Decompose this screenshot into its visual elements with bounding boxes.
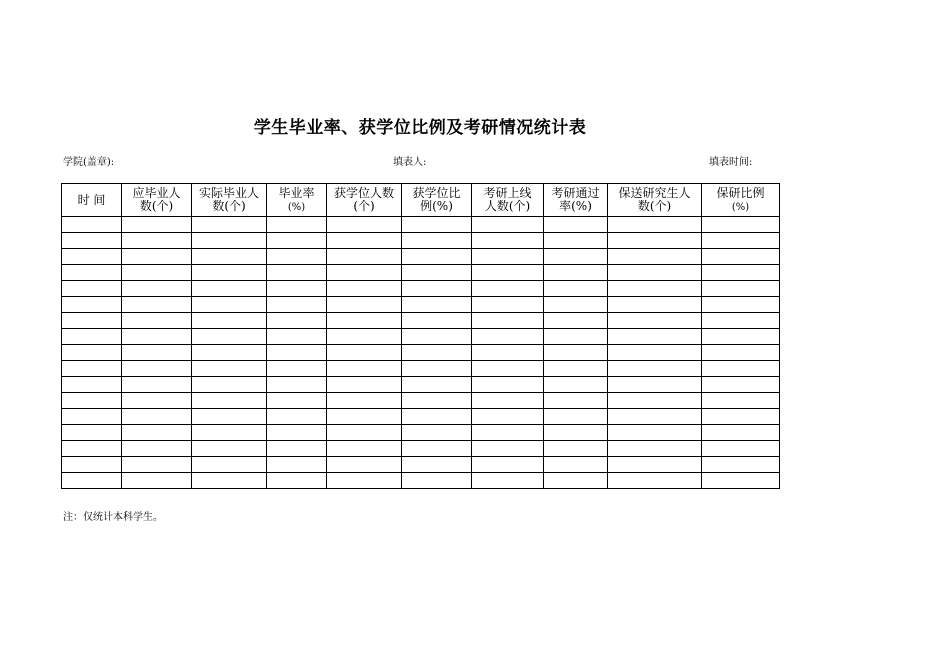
table-cell[interactable]: [327, 361, 402, 377]
header-postgrad-pass-rate: 考研通过 率(%): [544, 184, 608, 217]
table-cell[interactable]: [702, 345, 780, 361]
table-cell[interactable]: [192, 265, 267, 281]
table-cell[interactable]: [327, 409, 402, 425]
table-cell[interactable]: [267, 217, 327, 233]
table-cell[interactable]: [402, 393, 472, 409]
table-cell[interactable]: [544, 233, 608, 249]
table-cell[interactable]: [544, 281, 608, 297]
table-cell[interactable]: [472, 409, 544, 425]
table-cell[interactable]: [267, 329, 327, 345]
header-expected-graduates: 应毕业人 数(个): [122, 184, 192, 217]
table-cell[interactable]: [544, 361, 608, 377]
table-cell[interactable]: [327, 265, 402, 281]
table-cell[interactable]: [267, 473, 327, 489]
table-cell[interactable]: [192, 393, 267, 409]
table-row: [62, 441, 780, 457]
table-cell[interactable]: [327, 281, 402, 297]
table-row: [62, 329, 780, 345]
table-cell[interactable]: [192, 249, 267, 265]
table-cell[interactable]: [267, 441, 327, 457]
table-cell[interactable]: [702, 217, 780, 233]
table-cell[interactable]: [192, 345, 267, 361]
table-cell[interactable]: [402, 377, 472, 393]
table-cell[interactable]: [472, 329, 544, 345]
table-cell[interactable]: [267, 425, 327, 441]
table-cell[interactable]: [62, 297, 122, 313]
table-cell[interactable]: [472, 265, 544, 281]
table-cell[interactable]: [702, 233, 780, 249]
table-cell[interactable]: [702, 409, 780, 425]
table-cell[interactable]: [544, 329, 608, 345]
table-cell[interactable]: [544, 425, 608, 441]
table-cell[interactable]: [327, 329, 402, 345]
table-cell[interactable]: [702, 329, 780, 345]
table-cell[interactable]: [608, 233, 702, 249]
table-cell[interactable]: [62, 249, 122, 265]
table-cell[interactable]: [544, 265, 608, 281]
table-cell[interactable]: [702, 425, 780, 441]
table-cell[interactable]: [327, 377, 402, 393]
table-row: [62, 233, 780, 249]
table-cell[interactable]: [402, 441, 472, 457]
table-cell[interactable]: [472, 393, 544, 409]
table-row: [62, 313, 780, 329]
table-cell[interactable]: [62, 393, 122, 409]
table-row: [62, 217, 780, 233]
table-cell[interactable]: [62, 361, 122, 377]
table-cell[interactable]: [122, 265, 192, 281]
table-cell[interactable]: [544, 473, 608, 489]
table-cell[interactable]: [62, 409, 122, 425]
table-cell[interactable]: [402, 457, 472, 473]
table-cell[interactable]: [544, 457, 608, 473]
table-cell[interactable]: [327, 345, 402, 361]
table-cell[interactable]: [702, 441, 780, 457]
header-row: [62, 184, 780, 217]
table-cell[interactable]: [327, 249, 402, 265]
table-row: [62, 393, 780, 409]
table-cell[interactable]: [267, 249, 327, 265]
table-cell[interactable]: [472, 377, 544, 393]
header-recommended-count: 保送研究生人 数(个): [608, 184, 702, 217]
table-cell[interactable]: [472, 297, 544, 313]
table-cell[interactable]: [702, 393, 780, 409]
table-cell[interactable]: [472, 313, 544, 329]
table-cell[interactable]: [192, 297, 267, 313]
table-cell[interactable]: [122, 233, 192, 249]
table-cell[interactable]: [62, 441, 122, 457]
header-degree-ratio: 获学位比 例(%): [402, 184, 472, 217]
table-cell[interactable]: [472, 425, 544, 441]
header-time: 时 间: [62, 184, 122, 217]
table-cell[interactable]: [402, 425, 472, 441]
table-cell[interactable]: [544, 377, 608, 393]
table-cell[interactable]: [702, 313, 780, 329]
table-cell[interactable]: [267, 409, 327, 425]
page-title: 学生毕业率、获学位比例及考研情况统计表: [253, 118, 587, 138]
table-cell[interactable]: [608, 457, 702, 473]
table-row: [62, 425, 780, 441]
table-cell[interactable]: [472, 473, 544, 489]
table-cell[interactable]: [267, 265, 327, 281]
table-cell[interactable]: [608, 217, 702, 233]
table-cell[interactable]: [472, 361, 544, 377]
table-cell[interactable]: [544, 249, 608, 265]
table-cell[interactable]: [327, 473, 402, 489]
table-cell[interactable]: [62, 473, 122, 489]
table-cell[interactable]: [62, 217, 122, 233]
table-cell[interactable]: [472, 233, 544, 249]
table-cell[interactable]: [402, 473, 472, 489]
table-cell[interactable]: [608, 281, 702, 297]
table-cell[interactable]: [122, 297, 192, 313]
table-cell[interactable]: [327, 313, 402, 329]
table-cell[interactable]: [267, 377, 327, 393]
table-row: [62, 345, 780, 361]
table-cell[interactable]: [192, 313, 267, 329]
table-cell[interactable]: [608, 329, 702, 345]
table-cell[interactable]: [472, 441, 544, 457]
table-cell[interactable]: [608, 377, 702, 393]
table-cell[interactable]: [327, 233, 402, 249]
table-cell[interactable]: [608, 265, 702, 281]
table-cell[interactable]: [608, 361, 702, 377]
table-cell[interactable]: [702, 457, 780, 473]
table-cell[interactable]: [472, 457, 544, 473]
table-cell[interactable]: [402, 249, 472, 265]
table-cell[interactable]: [702, 377, 780, 393]
table-cell[interactable]: [702, 281, 780, 297]
table-row: [62, 249, 780, 265]
table-cell[interactable]: [192, 457, 267, 473]
table-cell[interactable]: [402, 345, 472, 361]
table-cell[interactable]: [192, 377, 267, 393]
table-cell[interactable]: [472, 217, 544, 233]
table-row: [62, 281, 780, 297]
table-cell[interactable]: [267, 361, 327, 377]
table-cell[interactable]: [472, 249, 544, 265]
table-cell[interactable]: [608, 425, 702, 441]
footnote: 注：仅统计本科学生。: [63, 512, 163, 523]
table-cell[interactable]: [267, 281, 327, 297]
table-cell[interactable]: [192, 409, 267, 425]
table-cell[interactable]: [702, 297, 780, 313]
table-cell[interactable]: [608, 297, 702, 313]
header-graduation-rate: 毕业率 (%): [267, 184, 327, 217]
table-cell[interactable]: [608, 473, 702, 489]
table-cell[interactable]: [192, 217, 267, 233]
table-cell[interactable]: [192, 233, 267, 249]
table-body: [62, 217, 780, 489]
table-cell[interactable]: [62, 265, 122, 281]
table-cell[interactable]: [122, 329, 192, 345]
table-cell[interactable]: [402, 297, 472, 313]
table-cell[interactable]: [122, 425, 192, 441]
table-cell[interactable]: [62, 313, 122, 329]
table-cell[interactable]: [402, 361, 472, 377]
table-cell[interactable]: [62, 457, 122, 473]
table-row: [62, 457, 780, 473]
table-cell[interactable]: [267, 457, 327, 473]
table-cell[interactable]: [192, 473, 267, 489]
table-cell[interactable]: [402, 265, 472, 281]
table-row: [62, 377, 780, 393]
table-cell[interactable]: [122, 361, 192, 377]
table-cell[interactable]: [62, 233, 122, 249]
table-cell[interactable]: [544, 441, 608, 457]
table-cell[interactable]: [608, 409, 702, 425]
table-cell[interactable]: [402, 409, 472, 425]
table-cell[interactable]: [62, 281, 122, 297]
header-degree-count: 获学位人数 (个): [327, 184, 402, 217]
filler-label: 填表人:: [393, 157, 427, 168]
table-row: [62, 265, 780, 281]
table-cell[interactable]: [472, 345, 544, 361]
table-cell[interactable]: [327, 425, 402, 441]
table-cell[interactable]: [472, 281, 544, 297]
table-cell[interactable]: [702, 473, 780, 489]
table-cell[interactable]: [608, 345, 702, 361]
table-cell[interactable]: [62, 377, 122, 393]
table-cell[interactable]: [122, 249, 192, 265]
table-cell[interactable]: [122, 409, 192, 425]
header-recommended-ratio: 保研比例 (%): [702, 184, 780, 217]
table-cell[interactable]: [327, 217, 402, 233]
table-cell[interactable]: [122, 217, 192, 233]
table-row: [62, 473, 780, 489]
table-cell[interactable]: [122, 281, 192, 297]
table-cell[interactable]: [192, 329, 267, 345]
header-postgrad-pass-count: 考研上线 人数(个): [472, 184, 544, 217]
table-cell[interactable]: [122, 473, 192, 489]
table-cell[interactable]: [267, 345, 327, 361]
table-cell[interactable]: [267, 313, 327, 329]
table-cell[interactable]: [122, 377, 192, 393]
table-cell[interactable]: [122, 393, 192, 409]
table-cell[interactable]: [122, 441, 192, 457]
fill-time-label: 填表时间:: [709, 157, 753, 168]
table-cell[interactable]: [608, 313, 702, 329]
table-cell[interactable]: [544, 345, 608, 361]
table-cell[interactable]: [702, 249, 780, 265]
table-cell[interactable]: [402, 233, 472, 249]
table-cell[interactable]: [608, 393, 702, 409]
table-cell[interactable]: [122, 313, 192, 329]
table-row: [62, 409, 780, 425]
statistics-table: [61, 183, 780, 489]
table-cell[interactable]: [544, 313, 608, 329]
table-cell[interactable]: [122, 457, 192, 473]
table-cell[interactable]: [544, 409, 608, 425]
table-cell[interactable]: [702, 265, 780, 281]
table-cell[interactable]: [544, 217, 608, 233]
table-cell[interactable]: [62, 425, 122, 441]
table-cell[interactable]: [608, 249, 702, 265]
table-cell[interactable]: [192, 441, 267, 457]
table-cell[interactable]: [402, 313, 472, 329]
table-cell[interactable]: [402, 329, 472, 345]
table-cell[interactable]: [608, 441, 702, 457]
college-seal-label: 学院(盖章):: [63, 157, 115, 168]
table-cell[interactable]: [192, 281, 267, 297]
table-cell[interactable]: [544, 393, 608, 409]
table-cell[interactable]: [192, 361, 267, 377]
header-actual-graduates: 实际毕业人 数(个): [192, 184, 267, 217]
table-row: [62, 297, 780, 313]
table-cell[interactable]: [267, 297, 327, 313]
table-cell[interactable]: [402, 217, 472, 233]
table-cell[interactable]: [327, 441, 402, 457]
table-cell[interactable]: [62, 345, 122, 361]
table-cell[interactable]: [402, 281, 472, 297]
table-cell[interactable]: [702, 361, 780, 377]
table-cell[interactable]: [327, 457, 402, 473]
table-cell[interactable]: [192, 425, 267, 441]
table-cell[interactable]: [122, 345, 192, 361]
table-cell[interactable]: [267, 233, 327, 249]
table-cell[interactable]: [327, 297, 402, 313]
table-row: [62, 361, 780, 377]
table-cell[interactable]: [544, 297, 608, 313]
table-cell[interactable]: [327, 393, 402, 409]
table-cell[interactable]: [267, 393, 327, 409]
table-cell[interactable]: [62, 329, 122, 345]
